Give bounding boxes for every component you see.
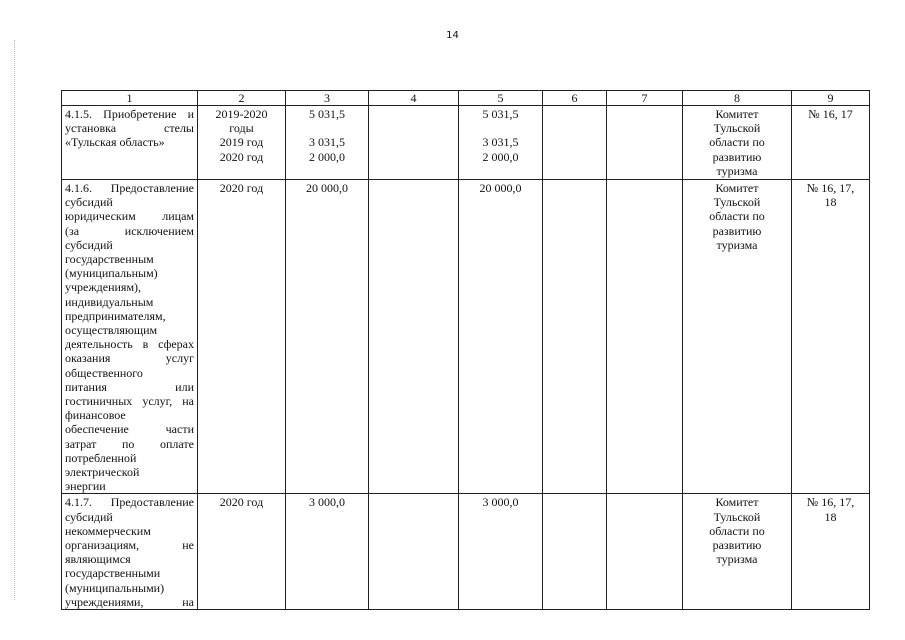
column-6-cell xyxy=(543,106,607,180)
cell-text-line: установка стелы xyxy=(65,121,194,136)
cell-text-line: Комитет xyxy=(715,495,759,510)
cell-text-line: 18 xyxy=(824,509,837,524)
item-cell xyxy=(62,180,198,494)
executor-cell xyxy=(683,494,792,610)
cell-text-line: финансовое xyxy=(65,408,126,423)
cell-text-line: 2 000,0 xyxy=(309,149,345,164)
cell-text-line: области по xyxy=(709,135,765,150)
cell-text-line: Комитет xyxy=(715,181,759,195)
column-header-5: 5 xyxy=(459,91,543,106)
cell-text-line: (муниципальными) xyxy=(65,580,165,595)
column-7-cell xyxy=(607,106,683,180)
total-amount-cell xyxy=(286,494,369,610)
cell-text-line: общественного xyxy=(65,365,143,380)
cell-text-line: организациям, не xyxy=(65,538,194,553)
cell-text-line: 3 031,5 xyxy=(309,135,345,150)
cell-text-line: энергии xyxy=(65,479,106,494)
column-7-cell xyxy=(607,494,683,610)
column-header-6: 6 xyxy=(543,91,607,106)
cell-text-line: (муниципальным) xyxy=(65,266,158,281)
period-cell xyxy=(198,494,286,610)
cell-text-line: электрической xyxy=(65,465,140,480)
cell-text-line: некоммерческим xyxy=(65,523,151,538)
page-number: 14 xyxy=(446,30,459,41)
indicators-cell xyxy=(792,106,870,180)
cell-text-line: государственными xyxy=(65,566,161,581)
cell-text-line: Тульской xyxy=(713,509,761,524)
cell-text-line: 3 031,5 xyxy=(482,135,519,150)
table-row xyxy=(62,106,870,180)
cell-text-line: развитию xyxy=(712,223,762,238)
table-row xyxy=(62,494,870,610)
cell-text-line: 2020 год xyxy=(219,181,264,195)
column-5-amount-cell xyxy=(459,106,543,180)
column-4-cell xyxy=(369,106,459,180)
cell-text-line: обеспечение части xyxy=(65,422,194,437)
period-cell xyxy=(198,106,286,180)
cell-text-line: области по xyxy=(709,523,765,538)
cell-text-line: деятельность в сферах xyxy=(65,337,194,352)
column-5-amount-cell xyxy=(459,494,543,610)
column-4-cell xyxy=(369,494,459,610)
cell-text-line: являющимся xyxy=(65,552,131,567)
cell-text-line: Тульской xyxy=(713,121,761,136)
cell-text-line: 2020 год xyxy=(219,495,264,510)
cell-text-line: 5 031,5 xyxy=(482,107,519,121)
cell-text-line: № 16, 17 xyxy=(808,107,853,121)
cell-text-line: учреждениями, на xyxy=(65,594,194,609)
indicators-cell xyxy=(792,180,870,494)
cell-text-line: индивидуальным xyxy=(65,294,154,309)
cell-text-line: 2020 год xyxy=(219,149,264,164)
cell-text-line: 20 000,0 xyxy=(306,181,348,195)
cell-text-line: развитию xyxy=(712,538,762,553)
cell-text-line: государственным xyxy=(65,252,154,267)
cell-text-line: 4.1.7. Предоставление xyxy=(65,495,194,510)
item-cell xyxy=(62,106,198,180)
column-6-cell xyxy=(543,494,607,610)
cell-text-line xyxy=(462,121,539,135)
column-4-cell xyxy=(369,180,459,494)
executor-cell xyxy=(683,106,792,180)
cell-text-line: 3 000,0 xyxy=(482,495,519,510)
indicators-cell xyxy=(792,494,870,610)
cell-text-line: 20 000,0 xyxy=(479,181,522,195)
cell-text-line xyxy=(289,121,365,135)
cell-text-line: Тульской xyxy=(713,195,761,210)
cell-text-line: 2019 год xyxy=(219,135,264,150)
column-header-3: 3 xyxy=(286,91,369,106)
cell-text-line: затрат по оплате xyxy=(65,436,194,451)
cell-text-line: «Тульская область» xyxy=(65,135,165,150)
cell-text-line: осуществляющим xyxy=(65,323,158,338)
cell-text-line: субсидий xyxy=(65,509,113,524)
cell-text-line: учреждениям), xyxy=(65,280,142,295)
cell-text-line: потребленной xyxy=(65,450,137,465)
cell-text-line: оказания услуг xyxy=(65,351,194,366)
cell-text-line: годы xyxy=(229,121,254,136)
cell-text-line: (за исключением xyxy=(65,223,194,238)
cell-text-line: юридическим лицам xyxy=(65,209,194,224)
column-header-7: 7 xyxy=(607,91,683,106)
cell-text-line: 4.1.6. Предоставление xyxy=(65,181,194,195)
cell-text-line: 3 000,0 xyxy=(309,495,345,510)
cell-text-line: предпринимателям, xyxy=(65,308,166,323)
cell-text-line: 18 xyxy=(824,195,837,210)
cell-text-line: 4.1.5. Приобретение и xyxy=(65,107,194,121)
total-amount-cell xyxy=(286,106,369,180)
column-number-row xyxy=(62,91,870,106)
left-margin-dots xyxy=(14,40,15,600)
column-header-1: 1 xyxy=(62,91,198,106)
cell-text-line: гостиничных услуг, на xyxy=(65,394,194,409)
cell-text-line: туризма xyxy=(716,163,758,178)
column-header-4: 4 xyxy=(369,91,459,106)
cell-text-line: субсидий xyxy=(65,237,113,252)
table-row xyxy=(62,180,870,494)
cell-text-line: развитию xyxy=(712,149,762,164)
column-header-2: 2 xyxy=(198,91,286,106)
total-amount-cell xyxy=(286,180,369,494)
item-cell xyxy=(62,494,198,610)
cell-text-line: области по xyxy=(709,209,765,224)
column-6-cell xyxy=(543,180,607,494)
column-7-cell xyxy=(607,180,683,494)
cell-text-line: питания или xyxy=(65,379,194,394)
cell-text-line: № 16, 17, xyxy=(806,495,855,510)
program-table xyxy=(61,90,870,610)
cell-text-line: туризма xyxy=(716,552,758,567)
cell-text-line: № 16, 17, xyxy=(806,181,855,195)
period-cell xyxy=(198,180,286,494)
column-5-amount-cell xyxy=(459,180,543,494)
cell-text-line: субсидий xyxy=(65,195,113,210)
cell-text-line: туризма xyxy=(716,237,758,252)
column-header-9: 9 xyxy=(792,91,870,106)
executor-cell xyxy=(683,180,792,494)
cell-text-line: 5 031,5 xyxy=(309,107,345,121)
column-header-8: 8 xyxy=(683,91,792,106)
cell-text-line: 2019-2020 xyxy=(215,107,268,121)
cell-text-line: 2 000,0 xyxy=(482,149,519,164)
cell-text-line: Комитет xyxy=(715,107,759,121)
